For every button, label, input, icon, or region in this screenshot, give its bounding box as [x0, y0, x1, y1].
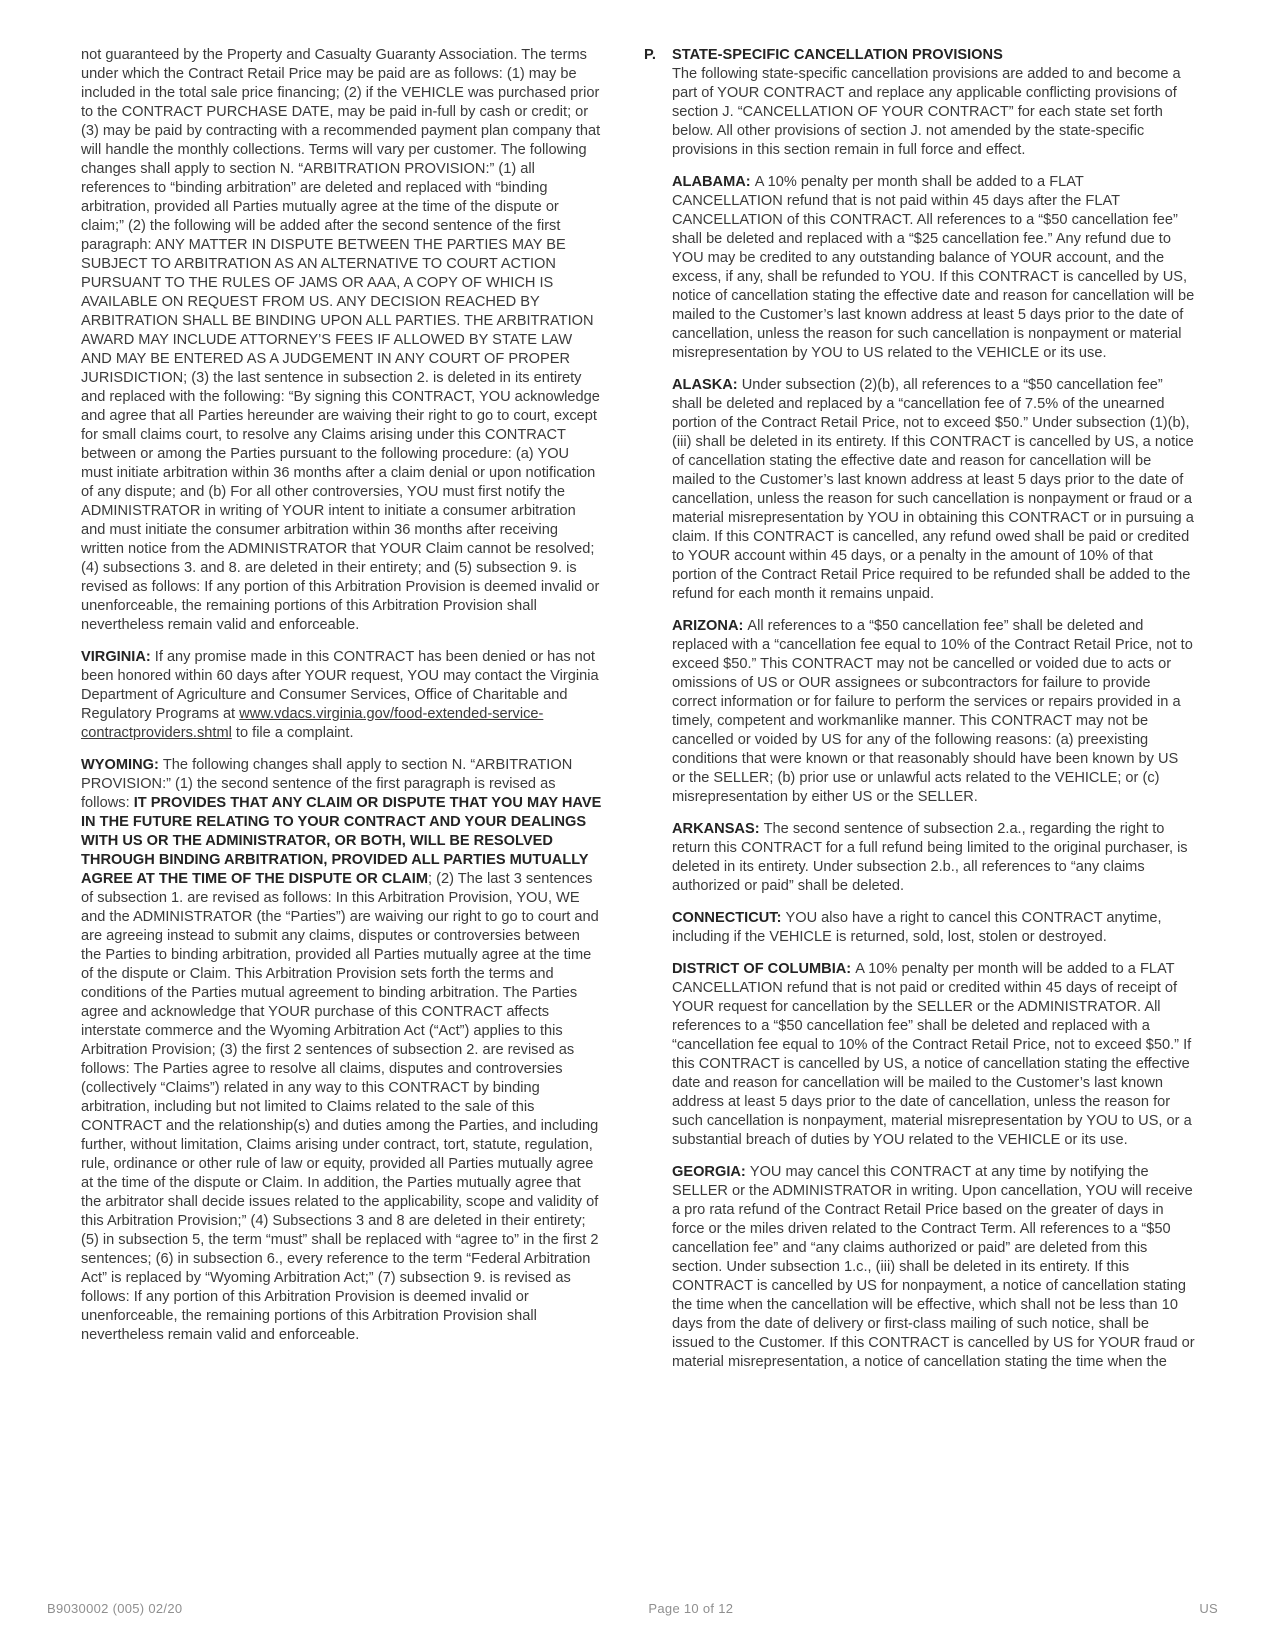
footer-form-number: B9030002 (005) 02/20	[47, 1601, 183, 1616]
right-column-body	[644, 65, 1195, 1372]
text-run: Under subsection (2)(b), all references to a “$50 cancellation fee” shall be deleted and replaced by a “cancellation fee of 7.5% of the unearned portion of the Contract Retail Price, not to exceed $50.” Under subsection (1)(b), (iii) shall be deleted in its entirety. If this CONTRACT is cancelled by US, a notice of cancellation stating the effective date and reason for cancellation will be mailed to the Customer’s last known address at least 5 days prior to the date of cancellation, unless the reason for such cancellation is nonpayment or fraud or a material misrepresentation by YOU in obtaining this CONTRACT or in pursuing a claim. If this CONTRACT is cancelled, any refund owed shall be paid or credited to YOUR account within 45 days, or a penalty in the amount of 10% of that portion of the Contract Retail Price required to be refunded shall be added to the refund for each month it remains unpaid.	[672, 377, 1194, 602]
state-label-arizona: ARIZONA:	[672, 618, 748, 634]
text-run: YOU may cancel this CONTRACT at any time by notifying the SELLER or the ADMINISTRATOR in writing. Upon cancellation, YOU will receive a pro rata refund of the Contract Retail Price based on the greater of days in force or the miles driven related to the Contract Term. All references to a “$50 cancellation fee” and “any claims authorized or paid” are deleted from this section. Under subsection 1.c., (iii) shall be deleted in its entirety. If this CONTRACT is cancelled by US for nonpayment, a notice of cancellation stating the time when the cancellation will be effective, which shall not be less than 10 days from the date of delivery or first-class mailing of such notice, shall be issued to the Customer. If this CONTRACT is cancelled by US for YOUR fraud or material misrepresentation, a notice of cancellation stating the time when the	[672, 1164, 1195, 1370]
state-label-arkansas: ARKANSAS:	[672, 821, 764, 837]
paragraph-arbitration-continuation	[81, 46, 602, 635]
section-p-heading	[644, 46, 1195, 65]
text-run: The second sentence of subsection 2.a., regarding the right to return this CONTRACT for a full refund being limited to the original purchaser, is deleted in its entirety. Under subsection 2.b., all references to “any claims authorized or paid” shall be deleted.	[672, 821, 1188, 894]
paragraph-connecticut	[672, 909, 1195, 947]
paragraph-section-p-intro	[672, 65, 1195, 160]
state-label-alaska: ALASKA:	[672, 377, 742, 393]
text-run: YOU also have a right to cancel this CONTRACT anytime, including if the VEHICLE is returned, sold, lost, stolen or destroyed.	[672, 910, 1162, 945]
text-run: If any promise made in this CONTRACT has been denied or has not been honored within 60 days after YOUR request, YOU may contact the Virginia Department of Agriculture and Consumer Services, Office of Charitable and Regulatory Programs at	[81, 649, 599, 722]
state-label-virginia: VIRGINIA:	[81, 649, 155, 665]
paragraph-georgia	[672, 1163, 1195, 1372]
footer-page-number: Page 10 of 12	[648, 1601, 734, 1616]
paragraph-virginia	[81, 648, 602, 743]
text-run: ; (2) The last 3 sentences of subsection 1. are revised as follows: In this Arbitration Provision, YOU, WE and the ADMINISTRATOR (the “Parties”) are waiving our right to go to court and are agreeing instead to submit any claims, disputes or controversies between the Parties to binding arbitration, provided all Parties mutually agree at the time of the dispute or Claim. This Arbitration Provision sets forth the terms and conditions of the Parties mutual agreement to binding arbitration. The Parties agree and acknowledge that YOUR purchase of this CONTRACT affects interstate commerce and the Wyoming Arbitration Act (“Act”) applies to this Arbitration Provision; (3) the first 2 sentences of subsection 2. are revised as follows: The Parties agree to resolve all claims, disputes and controversies (collectively “Claims”) related in any way to this CONTRACT by binding arbitration, including but not limited to Claims related to the sale of this CONTRACT and the relationship(s) and duties among the Parties, and including further, without limitation, Claims arising under contract, tort, statute, regulation, rule, ordinance or other rule of law or equity, provided all Parties mutually agree at the time of the dispute or Claim. In addition, the Parties mutually agree that the arbitrator shall decide issues related to the applicability, scope and validity of this Arbitration Provision;” (4) Subsections 3 and 8 are deleted in their entirety; (5) in subsection 5, the term “must” shall be replaced with “agree to” in the first 2 sentences; (6) in subsection 6., every reference to the term “Federal Arbitration Act” is replaced by “Wyoming Arbitration Act;” (7) subsection 9. is revised as follows: If any portion of this Arbitration Provision is deemed invalid or unenforceable, the remaining portions of this Arbitration Provision shall nevertheless remain valid and enforceable.	[81, 871, 599, 1343]
text-run: The following changes shall apply to section N. “ARBITRATION PROVISION:” (1) the second sentence of the first paragraph is revised as follows:	[81, 757, 573, 811]
text-run: The following state-specific cancellation provisions are added to and become a part of YOUR CONTRACT and replace any applicable conflicting provisions of section J. “CANCELLATION OF YOUR CONTRACT” for each state set forth below. All other provisions of section J. not amended by the state-specific provisions in this section remain in full force and effect.	[672, 66, 1181, 158]
state-label-district-of-columbia: DISTRICT OF COLUMBIA:	[672, 961, 856, 977]
paragraph-alabama	[672, 173, 1195, 363]
footer-country-code: US	[1199, 1601, 1218, 1616]
text-run: A 10% penalty per month shall be added to a FLAT CANCELLATION refund that is not paid within 45 days after the FLAT CANCELLATION of this CONTRACT. All references to a “$50 cancellation fee” shall be deleted and replaced with a “$25 cancellation fee.” Any refund due to YOU may be credited to any outstanding balance of YOUR account, and the excess, if any, shall be refunded to YOU. If this CONTRACT is cancelled by US, notice of cancellation stating the effective date and reason for cancellation will be mailed to the Customer’s last known address at least 5 days prior to the date of cancellation, unless the reason for such cancellation is nonpayment or material misrepresentation by YOU to US related to the VEHICLE or its use.	[672, 174, 1195, 361]
state-label-connecticut: CONNECTICUT:	[672, 910, 786, 926]
state-label-alabama: ALABAMA:	[672, 174, 755, 190]
left-column	[81, 46, 602, 1345]
text-run: to file a complaint.	[231, 725, 354, 741]
paragraph-arkansas	[672, 820, 1195, 896]
paragraph-alaska	[672, 376, 1195, 604]
state-label-georgia: GEORGIA:	[672, 1164, 750, 1180]
paragraph-wyoming	[81, 756, 602, 1345]
state-label-wyoming: WYOMING:	[81, 757, 163, 773]
page-footer	[47, 1601, 1218, 1616]
section-letter: P.	[644, 47, 656, 63]
section-title: STATE-SPECIFIC CANCELLATION PROVISIONS	[672, 47, 1003, 63]
paragraph-arizona	[672, 617, 1195, 807]
text-run: A 10% penalty per month will be added to a FLAT CANCELLATION refund that is not paid or credited within 45 days of receipt of YOUR request for cancellation by the SELLER or the ADMINISTRATOR. All references to a “$50 cancellation fee” shall be deleted and replaced with a “cancellation fee equal to 10% of the Contract Retail Price, not to exceed $50.” If this CONTRACT is cancelled by US, a notice of cancellation stating the effective date and reason for cancellation will be mailed to the Customer’s last known address at least 5 days prior to the date of cancellation, unless the reason for such cancellation is nonpayment, material misrepresentation by YOU to US, or a substantial breach of duties by YOU related to the VEHICLE or its use.	[672, 961, 1192, 1148]
virginia-complaint-link[interactable]: www.vdacs.virginia.gov/food-extended-service-contractproviders.shtml	[81, 706, 544, 741]
wyoming-bold-clause: IT PROVIDES THAT ANY CLAIM OR DISPUTE THAT YOU MAY HAVE IN THE FUTURE RELATING TO YOUR CONTRACT AND YOUR DEALINGS WITH US OR THE ADMINISTRATOR, OR BOTH, WILL BE RESOLVED THROUGH BINDING ARBITRATION, PROVIDED ALL PARTIES MUTUALLY AGREE AT THE TIME OF THE DISPUTE OR CLAIM	[81, 795, 602, 887]
paragraph-district-of-columbia	[672, 960, 1195, 1150]
text-run: All references to a “$50 cancellation fee” shall be deleted and replaced with a “cancellation fee equal to 10% of the Contract Retail Price, not to exceed $50.” This CONTRACT may not be cancelled or voided due to acts or omissions of US or OUR assignees or subcontractors for failure to provide correct information or for failure to perform the services or repairs provided in a timely, competent and workmanlike manner. This CONTRACT may not be cancelled or voided by US for any of the following reasons: (a) preexisting conditions that were known or that reasonably should have been known by US or the SELLER; (b) prior use or unlawful acts related to the VEHICLE; or (c) misrepresentation by either US or the SELLER.	[672, 618, 1193, 805]
text-run: not guaranteed by the Property and Casualty Guaranty Association. The terms under which the Contract Retail Price may be paid are as follows: (1) may be included in the total sale price financing; (2) if the VEHICLE was purchased prior to the CONTRACT PURCHASE DATE, may be paid in-full by cash or credit; or (3) may be paid by contracting with a recommended payment plan company that will handle the monthly collections. Terms will vary per customer. The following changes shall apply to section N. “ARBITRATION PROVISION:” (1) all references to “binding arbitration” are deleted and replaced with “binding arbitration, provided all Parties mutually agree at the time of the dispute or claim;” (2) the following will be added after the second sentence of the first paragraph: ANY MATTER IN DISPUTE BETWEEN THE PARTIES MAY BE SUBJECT TO ARBITRATION AS AN ALTERNATIVE TO COURT ACTION PURSUANT TO THE RULES OF JAMS OR AAA, A COPY OF WHICH IS AVAILABLE ON REQUEST FROM US. ANY DECISION REACHED BY ARBITRATION SHALL BE BINDING UPON ALL PARTIES. THE ARBITRATION AWARD MAY INCLUDE ATTORNEY’S FEES IF ALLOWED BY STATE LAW AND MAY BE ENTERED AS A JUDGEMENT IN ANY COURT OF PROPER JURISDICTION; (3) the last sentence in subsection 2. is deleted in its entirety and replaced with the following: “By signing this CONTRACT, YOU acknowledge and agree that all Parties hereunder are waiving their right to go to court, except for small claims court, to resolve any Claims arising under this CONTRACT between or among the Parties pursuant to the following procedure: (a) YOU must initiate arbitration within 36 months after a claim denial or upon notification of any dispute; and (b) For all other controversies, YOU must first notify the ADMINISTRATOR in writing of YOUR intent to initiate a consumer arbitration and must initiate the consumer arbitration within 36 months after receiving written notice from the ADMINISTRATOR that YOUR Claim cannot be resolved; (4) subsections 3. and 8. are deleted in their entirety; and (5) subsection 9. is revised as follows: If any portion of this Arbitration Provision is deemed invalid or unenforceable, the remaining portions of this Arbitration Provision shall nevertheless remain valid and enforceable.	[81, 47, 601, 633]
right-column	[644, 46, 1195, 1372]
